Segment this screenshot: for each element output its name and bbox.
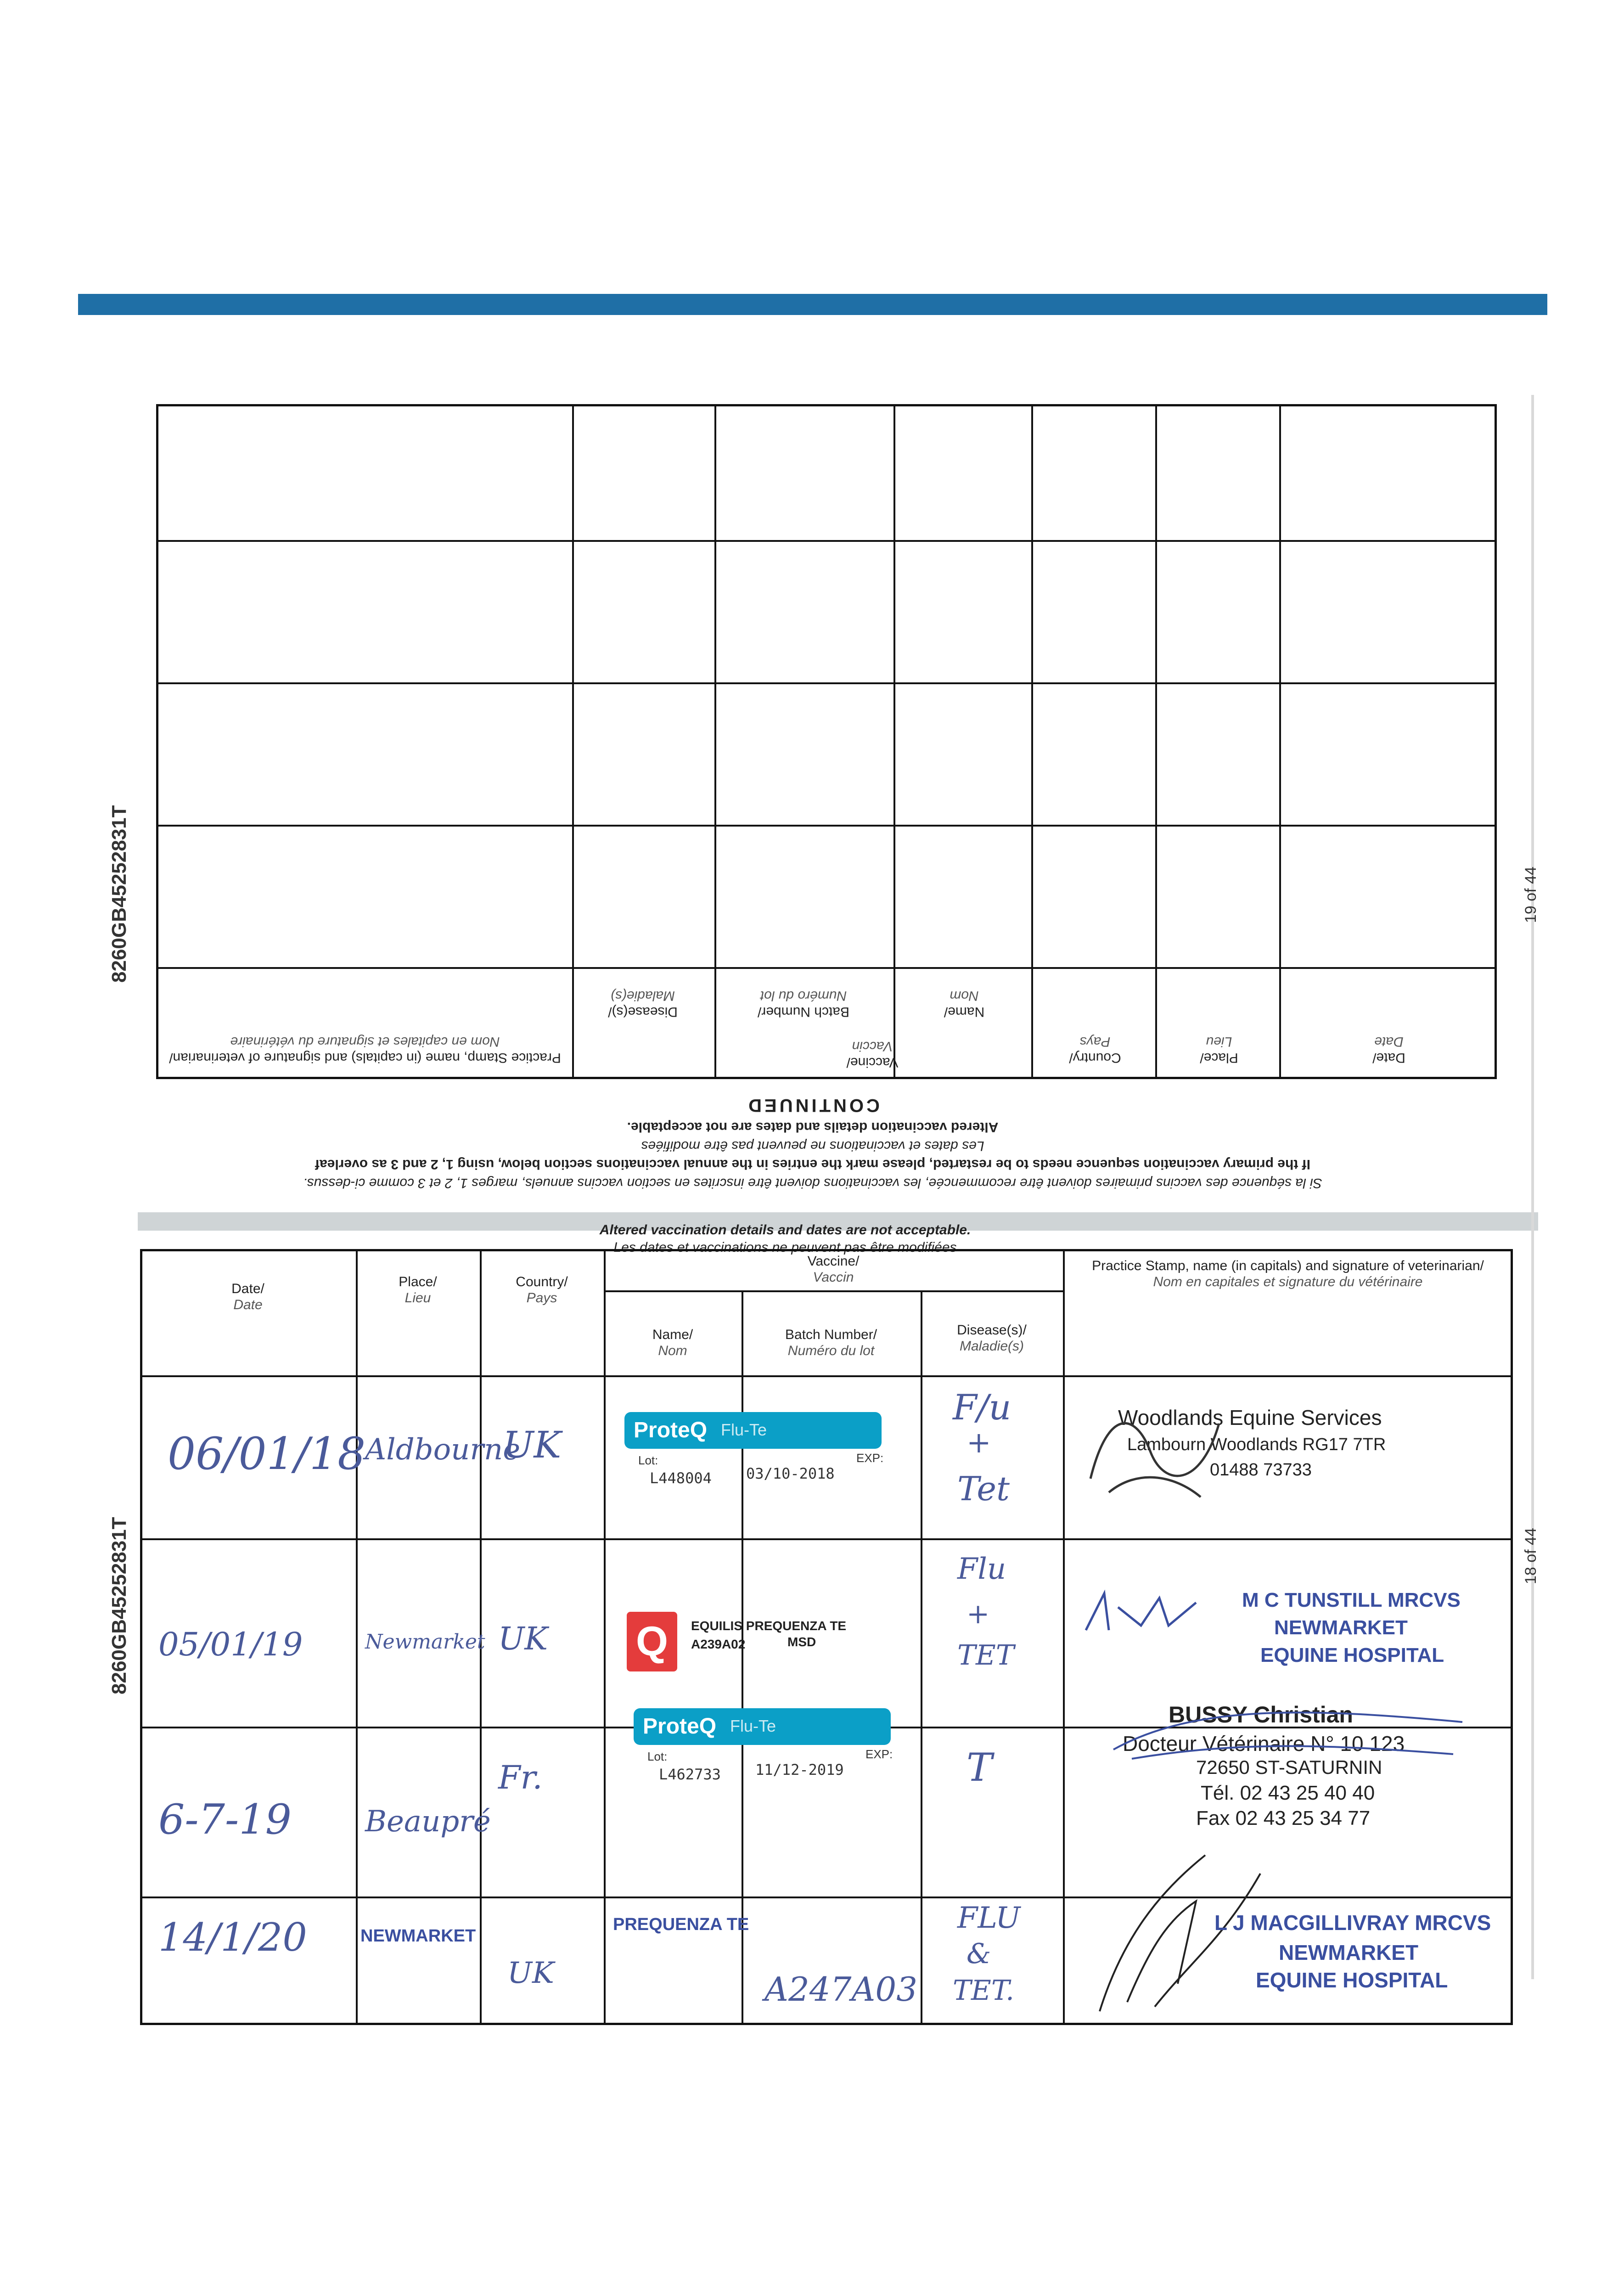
lower-col-divider: [1063, 1249, 1065, 2025]
upper-header-date: Date/ Date: [1372, 1034, 1405, 1065]
row3-vaccine-sticker: [634, 1708, 891, 1745]
header-disease: Disease(s)/ Maladie(s): [957, 1322, 1027, 1354]
row1-stamp-line2: Lambourn Woodlands RG17 7TR: [1127, 1435, 1386, 1454]
upper-notes: [239, 1093, 1387, 1192]
upper-table-frame: [156, 404, 1497, 1079]
upper-heading: CONTINUED: [746, 1095, 880, 1115]
header-stamp: Practice Stamp, name (in capitals) and signature of veterinarian/ Nom en capitales et signature du vétérinaire: [1092, 1258, 1484, 1289]
row1-sticker-sub: Flu-Te: [721, 1420, 767, 1439]
lower-note-altered-fr: Les dates et vaccinations ne peuvent pas être modifiées: [613, 1239, 957, 1255]
header-batch: Batch Number/ Numéro du lot: [785, 1327, 877, 1358]
upper-header-stamp: Practice Stamp, name (in capitals) and signature of veterinarian/ Nom en capitales et signature du vétérinaire: [169, 1034, 561, 1065]
row2-date: 05/01/19: [158, 1626, 303, 1663]
upper-row-divider: [156, 967, 1497, 969]
upper-note-altered-fr: Les dates et vaccinations ne peuvent pas être modifiées: [641, 1138, 984, 1154]
row3-place: Beaupré: [365, 1805, 491, 1839]
upper-note-restart: If the primary vaccination sequence needs to be restarted, please mark the entries in the annual vaccinations section below, using 1, 2 and 3 as overleaf: [315, 1157, 1310, 1172]
lower-row-divider: [140, 1375, 1513, 1377]
row2-country: UK: [498, 1621, 548, 1657]
upper-note-altered: Altered vaccination details and dates are not acceptable.: [627, 1120, 999, 1135]
page-number-lower: 18 of 44: [1522, 1528, 1540, 1584]
row1-place: Aldbourne: [365, 1433, 521, 1467]
row1-disease-2: +: [967, 1426, 991, 1460]
row2-place: Newmarket: [365, 1630, 485, 1654]
upper-header-disease: Disease(s)/ Maladie(s): [608, 988, 678, 1019]
row2-stamp-line1: M C TUNSTILL MRCVS: [1242, 1589, 1461, 1611]
row2-disease-3: TET: [957, 1639, 1014, 1671]
booklet-id-lower: 8260GB45252831T: [108, 1517, 130, 1694]
row1-stamp-line3: 01488 73733: [1210, 1460, 1312, 1480]
row4-date: 14/1/20: [158, 1915, 307, 1960]
row2-disease-2: +: [967, 1598, 990, 1630]
header-date: Date/ Date: [231, 1281, 264, 1312]
upper-header-name: Name/ Nom: [944, 988, 985, 1019]
row4-disease-1: FLU: [957, 1901, 1021, 1935]
row1-sticker-lot: L448004: [650, 1469, 712, 1487]
row3-sticker-lot: L462733: [659, 1766, 721, 1783]
row2-product-batch: A239A02: [691, 1637, 746, 1651]
row3-stamp-line3: 72650 ST-SATURNIN: [1196, 1756, 1382, 1778]
row3-stamp-line2: Docteur Vétérinaire N° 10 123: [1123, 1732, 1405, 1756]
upper-header-vaccine: Vaccine/ Vaccin: [846, 1039, 899, 1070]
lower-row-divider: [140, 1538, 1513, 1540]
header-name: Name/ Nom: [652, 1327, 693, 1358]
row4-stamp-line3: EQUINE HOSPITAL: [1256, 1968, 1448, 1992]
row2-disease-1: Flu: [957, 1552, 1006, 1586]
row3-signature: [1104, 1694, 1472, 1768]
booklet-id-upper: 8260GB45252831T: [108, 805, 130, 983]
upper-row-divider: [156, 825, 1497, 827]
row3-disease-1: T: [967, 1745, 993, 1790]
upper-vaccination-table: [156, 404, 1497, 1079]
lower-vaccination-table: [140, 1249, 1513, 2025]
lower-col-divider: [356, 1249, 358, 2025]
row4-stamp-line1: L J MACGILLIVRAY MRCVS: [1214, 1911, 1491, 1935]
upper-col-divider: [1279, 404, 1281, 1079]
row2-product-icon: Q: [627, 1612, 677, 1671]
row1-disease-3: Tet: [957, 1469, 1010, 1508]
row2-signature: [1077, 1580, 1214, 1644]
row4-stamp-line2: NEWMARKET: [1279, 1941, 1419, 1964]
row4-batch: A247A03: [764, 1970, 918, 2009]
row1-signature: [1081, 1387, 1228, 1506]
row3-sticker-exp-label: EXP:: [865, 1747, 893, 1761]
lower-header-split: [604, 1290, 1063, 1292]
row3-stamp-line5: Fax 02 43 25 34 77: [1196, 1807, 1371, 1829]
lower-col-divider: [604, 1249, 606, 2025]
row4-disease-3: TET.: [953, 1975, 1015, 2007]
lower-note-altered: Altered vaccination details and dates are not acceptable.: [599, 1222, 971, 1238]
upper-col-divider: [1155, 404, 1157, 1079]
page-edge: [1531, 395, 1534, 1979]
row2-product-maker: MSD: [787, 1635, 816, 1649]
row3-date: 6-7-19: [158, 1795, 292, 1844]
row1-date: 06/01/18: [168, 1428, 366, 1480]
row1-sticker-exp-label: EXP:: [856, 1451, 884, 1465]
upper-row-divider: [156, 682, 1497, 684]
row1-stamp-line1: Woodlands Equine Services: [1118, 1406, 1382, 1429]
upper-col-divider: [1031, 404, 1033, 1079]
page-number-upper: 19 of 44: [1522, 867, 1540, 923]
row3-sticker-sub: Flu-Te: [730, 1716, 776, 1735]
row2-stamp-line3: EQUINE HOSPITAL: [1260, 1644, 1444, 1666]
row3-sticker-exp: 11/12-2019: [755, 1761, 844, 1778]
row1-sticker-brand: ProteQ: [634, 1418, 708, 1442]
row4-disease-2: &: [967, 1938, 991, 1970]
row1-sticker-exp: 03/10-2018: [746, 1465, 835, 1482]
row1-disease-1: F/u: [953, 1387, 1011, 1428]
row2-stamp-line2: NEWMARKET: [1274, 1616, 1408, 1639]
row4-country: UK: [507, 1956, 554, 1990]
row1-vaccine-sticker: [624, 1412, 882, 1449]
upper-header-batch: Batch Number/ Numéro du lot: [757, 988, 850, 1019]
upper-col-divider: [572, 404, 574, 1079]
row2-product-name: EQUILIS PREQUENZA TE: [691, 1619, 847, 1633]
row1-country: UK: [503, 1424, 562, 1466]
row3-stamp-line4: Tél. 02 43 25 40 40: [1201, 1782, 1375, 1804]
row3-country: Fr.: [498, 1759, 543, 1796]
upper-header-country: Country/ Pays: [1069, 1034, 1121, 1065]
lower-col-divider: [921, 1290, 922, 2025]
upper-col-divider: [893, 404, 895, 1079]
row4-place: NEWMARKET: [360, 1926, 476, 1946]
header-place: Place/ Lieu: [399, 1274, 437, 1306]
upper-row-divider: [156, 540, 1497, 542]
lower-row-divider: [140, 1896, 1513, 1898]
header-blue-bar: [78, 294, 1547, 315]
row4-product-name: PREQUENZA TE: [613, 1915, 749, 1934]
upper-note-restart-fr: Si la séquence des vaccins primaires doivent être recommencée, les vaccinations doivent être inscrites en section vaccins annuels, marges 1, 2 et 3 comme ci-dessus.: [303, 1176, 1322, 1191]
row1-sticker-lot-label: Lot:: [638, 1453, 658, 1467]
row3-stamp-line1: BUSSY Christian: [1169, 1702, 1353, 1728]
upper-col-divider: [714, 404, 716, 1079]
header-vaccine: Vaccine/ Vaccin: [807, 1254, 860, 1285]
row3-sticker-brand: ProteQ: [643, 1714, 717, 1739]
header-country: Country/ Pays: [516, 1274, 568, 1306]
upper-header-place: Place/ Lieu: [1200, 1034, 1238, 1065]
row3-sticker-lot-label: Lot:: [647, 1750, 668, 1763]
